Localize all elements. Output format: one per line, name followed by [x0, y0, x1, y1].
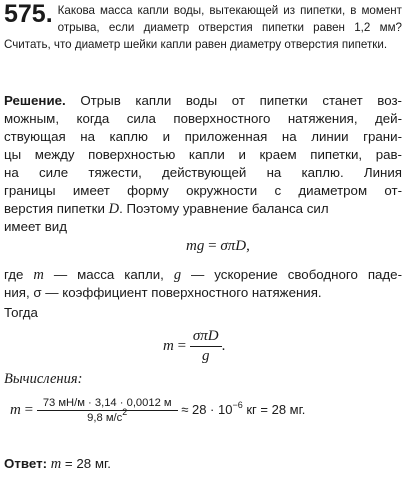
solution-line-1: Решение. Отрыв капли воды от пипетки станет воз-: [4, 93, 402, 108]
calculation: m = $\frac{73 мН/м \cdot 3,14 \cdot 0,0012 м}{9,8 м/с^2}$ ≈ $28 \cdot 10^{-6}$ кг = 28 мг.: [10, 397, 306, 424]
fraction-mass: $\frac{\text{σπD}}{g}$: [190, 328, 222, 365]
problem-block: [4, 0, 402, 53]
solution-line-2: можным, когда сила поверхностного натяжения, дей-: [4, 111, 402, 126]
calc-label: Вычисления:: [4, 371, 83, 387]
symbol-D: D: [108, 201, 120, 217]
where-line-1: где m — масса капли, g — ускорение свободного паде-: [4, 267, 402, 283]
fraction-calc: $\frac{73 мН/м \cdot 3,14 \cdot 0,0012 м}{9,8 м/с^2}$: [37, 397, 178, 424]
then-label: Тогда: [4, 305, 38, 320]
where-line-2: ния, σ — коэффициент поверхностного натяжения.: [4, 285, 322, 300]
solution-label: Решение.: [4, 93, 66, 108]
solution-line-5: на силе тяжести, действующей на каплю. Линия: [4, 165, 402, 180]
solution-line-7: верстия пипетки D. Поэтому уравнение баланса сил: [4, 201, 329, 217]
answer-label: Ответ:: [4, 456, 48, 471]
solution-line-8: имеет вид: [4, 219, 67, 234]
answer-line: Ответ: m = 28 мг.: [4, 456, 111, 472]
problem-number: 575.: [4, 0, 53, 28]
solution-line-6: границы имеет форму окружности с диаметром от-: [4, 183, 402, 198]
equation-mass: m = $\frac{\text{σπD}}{g}$ .: [163, 328, 226, 364]
solution-line-4: цы между поверхностью капли и краем пипетки, рав-: [4, 147, 402, 162]
problem-text: Какова масса капли воды, вытекающей из пипетки, в момент отрыва, если диаметр отверстия пипетки равен 1,2 мм? Считать, что диаметр шейки капли равен диаметру отверстия пипетки.: [4, 4, 402, 51]
solution-line-3: ствующая на каплю и приложенная на линии грани-: [4, 129, 402, 144]
equation-balance: mg = σπD,: [186, 238, 250, 254]
